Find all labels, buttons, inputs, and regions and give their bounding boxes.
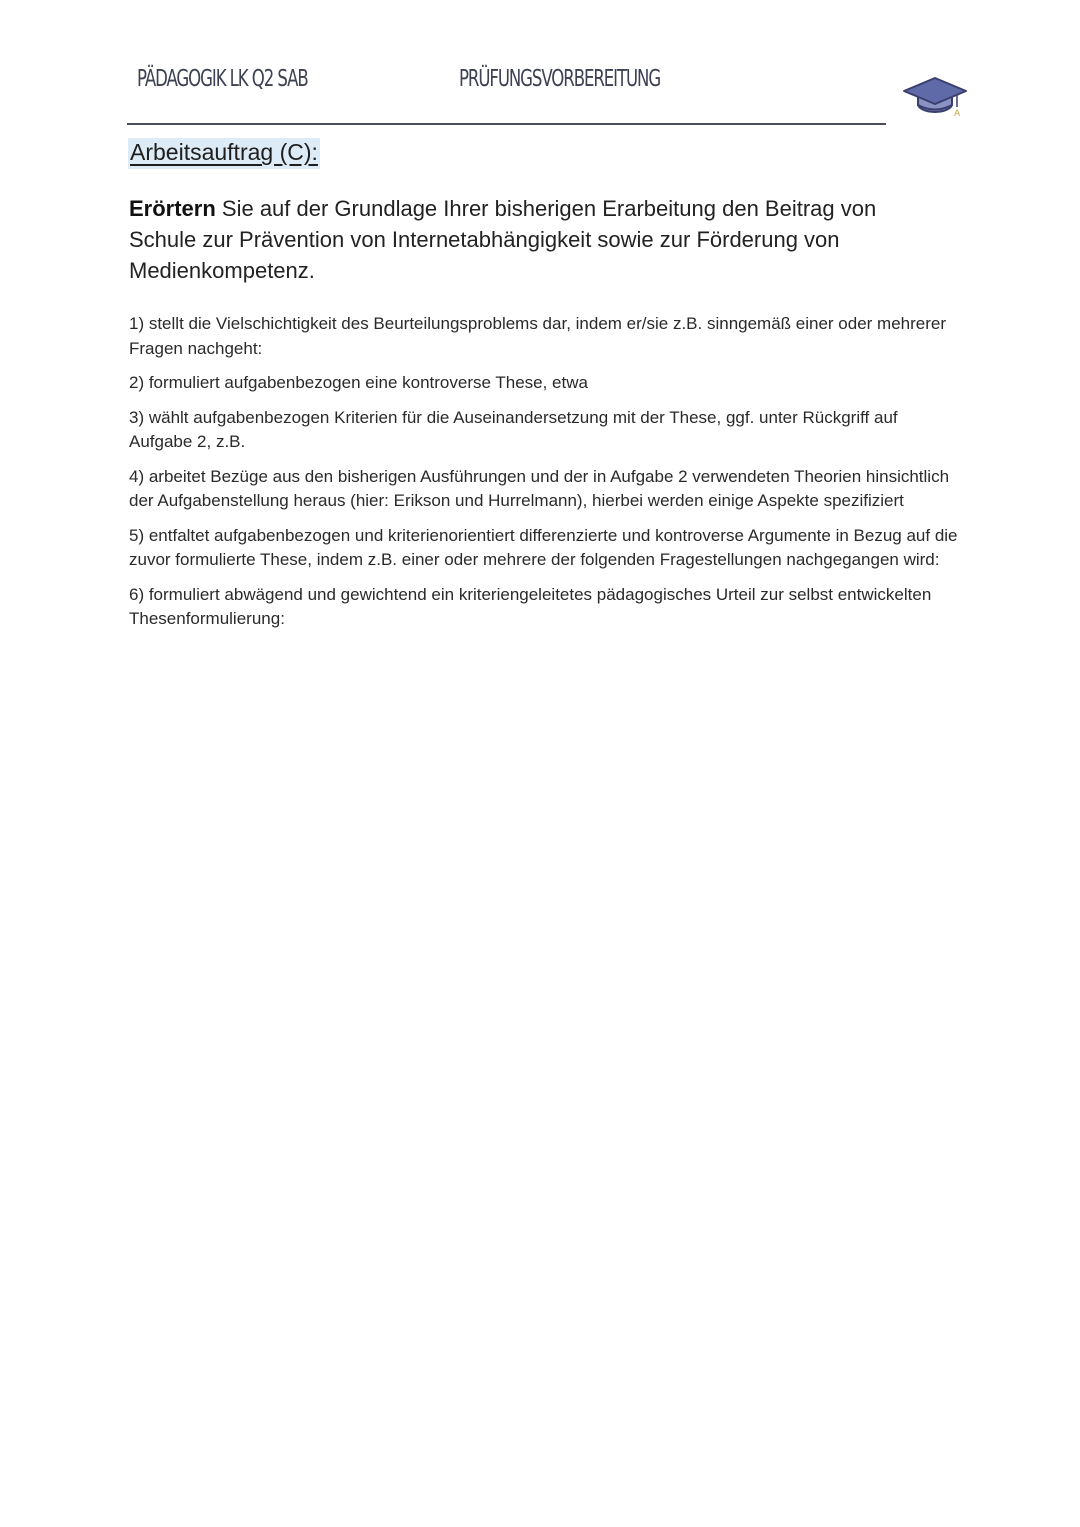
task-text: Sie auf der Grundlage Ihrer bisherigen Erarbeitung den Beitrag von Schule zur Prävention von Internetabhängigkeit sowie zur Förderung von Medienkompetenz. <box>129 196 877 283</box>
list-item: 5) entfaltet aufgabenbezogen und kriterienorientiert differenzierte und kontroverse Argumente in Bezug auf die zuvor formulierte These, indem z.B. einer oder mehrere der folgenden Fragestellungen nachgegangen wird: <box>129 525 958 569</box>
task-statement <box>129 193 929 286</box>
graduation-cap-icon <box>902 74 968 120</box>
page-header <box>0 0 1080 130</box>
section-title: Arbeitsauftrag (C): <box>128 138 320 169</box>
cap-letter: A <box>954 109 961 119</box>
task-operator: Erörtern <box>129 196 216 221</box>
document-title: PRÜFUNGSVORBEREITUNG <box>459 66 661 92</box>
expectation-list <box>129 312 959 642</box>
header-divider <box>127 123 886 125</box>
list-item: 1) stellt die Vielschichtigkeit des Beurteilungsproblems dar, indem er/sie z.B. sinngemäß einer oder mehrerer Fragen nachgeht: <box>129 314 947 358</box>
list-item: 2) formuliert aufgabenbezogen eine kontroverse These, etwa <box>129 373 588 392</box>
course-label: PÄDAGOGIK LK Q2 SAB <box>137 66 308 92</box>
list-item: 6) formuliert abwägend und gewichtend ein kriteriengeleitetes pädagogisches Urteil zur selbst entwickelten Thesenformulierung: <box>129 584 932 628</box>
list-item: 3) wählt aufgabenbezogen Kriterien für die Auseinandersetzung mit der These, ggf. unter Rückgriff auf Aufgabe 2, z.B. <box>129 407 898 451</box>
list-item: 4) arbeitet Bezüge aus den bisherigen Ausführungen und der in Aufgabe 2 verwendeten Theorien hinsichtlich der Aufgabenstellung heraus (hier: Erikson und Hurrelmann), hierbei werden einige Aspekte spezifiziert <box>129 466 950 510</box>
